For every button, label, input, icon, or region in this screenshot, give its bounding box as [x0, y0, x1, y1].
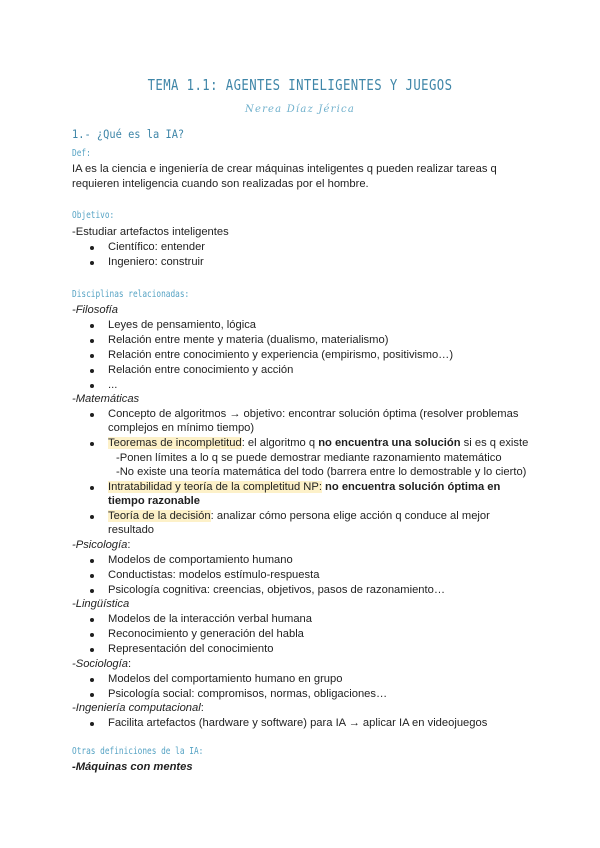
- list-item-continuation: tiempo razonable: [108, 495, 201, 507]
- bullet-icon: [90, 559, 94, 563]
- list-item: Concepto de algoritmos → objetivo: encontrar solución óptima (resolver problemas: [108, 408, 519, 420]
- list-item: Modelos de la interacción verbal humana: [108, 613, 312, 625]
- text-span: : el algoritmo q: [241, 437, 319, 449]
- psicologia-heading: -Psicología:: [72, 539, 131, 551]
- bullet-icon: [90, 722, 94, 726]
- bullet-icon: [90, 339, 94, 343]
- list-item-continuation: complejos en mínimo tiempo): [108, 422, 255, 434]
- bullet-icon: [90, 354, 94, 358]
- section-heading: 1.- ¿Qué es la IA?: [72, 127, 185, 141]
- sociologia-heading: -Sociología:: [72, 658, 132, 670]
- list-item: Modelos de comportamiento humano: [108, 554, 293, 566]
- def-label: Def:: [72, 148, 91, 159]
- list-item: Leyes de pensamiento, lógica: [108, 319, 257, 331]
- bullet-icon: [90, 633, 94, 637]
- highlighted-term: Intratabilidad y teoría de la completitud NP:: [108, 481, 322, 493]
- def-text-line-2: requieren inteligencia cuando son realizadas por el hombre.: [72, 178, 369, 190]
- list-item: Reconocimiento y generación del habla: [108, 628, 304, 640]
- document-author: Nerea Díaz Jérica: [245, 104, 355, 115]
- linguistica-heading: -Lingüística: [72, 598, 130, 610]
- list-item: Representación del conocimiento: [108, 643, 274, 655]
- list-item: Modelos del comportamiento humano en grupo: [108, 673, 343, 685]
- bullet-icon: [90, 261, 94, 265]
- list-item: [108, 509, 490, 524]
- bullet-icon: [90, 324, 94, 328]
- bullet-icon: [90, 589, 94, 593]
- sub-item: -Ponen límites a lo q se puede demostrar mediante razonamiento matemático: [116, 452, 502, 464]
- document-title: TEMA 1.1: AGENTES INTELIGENTES Y JUEGOS: [147, 76, 453, 94]
- list-item: ...: [108, 379, 118, 391]
- bullet-icon: [90, 413, 94, 417]
- bullet-icon: [90, 442, 94, 446]
- list-item: Conductistas: modelos estímulo-respuesta: [108, 569, 320, 581]
- list-item: Relación entre conocimiento y acción: [108, 364, 294, 376]
- otras-label: Otras definiciones de la IA:: [72, 746, 204, 757]
- sub-item: -No existe una teoría matemática del todo (barrera entre lo demostrable y lo cierto): [116, 466, 527, 478]
- filosofia-heading: -Filosofía: [72, 304, 119, 316]
- bold-text: no encuentra solución óptima en: [321, 481, 501, 493]
- list-item: Facilita artefactos (hardware y software) para IA → aplicar IA en videojuegos: [108, 717, 488, 729]
- bullet-icon: [90, 369, 94, 373]
- bullet-icon: [90, 486, 94, 490]
- objetivo-label: Objetivo:: [72, 210, 115, 221]
- text-span: si es q existe: [460, 437, 529, 449]
- text-span: : analizar cómo persona elige acción q conduce al mejor: [210, 510, 490, 522]
- otras-first-item: -Máquinas con mentes: [72, 761, 193, 773]
- objetivo-line: -Estudiar artefactos inteligentes: [72, 226, 229, 238]
- list-item: Relación entre conocimiento y experiencia (empirismo, positivismo…): [108, 349, 454, 361]
- list-item: Psicología cognitiva: creencias, objetivos, pasos de razonamiento…: [108, 584, 446, 596]
- highlighted-term: Teoría de la decisión: [108, 510, 211, 522]
- ingenieria-heading: -Ingeniería computacional:: [72, 702, 204, 714]
- bullet-icon: [90, 618, 94, 622]
- list-item: [108, 480, 500, 495]
- bullet-icon: [90, 574, 94, 578]
- list-item: Científico: entender: [108, 241, 206, 253]
- matematicas-heading: -Matemáticas: [72, 393, 140, 405]
- bullet-icon: [90, 678, 94, 682]
- bullet-icon: [90, 515, 94, 519]
- list-item: Psicología social: compromisos, normas, obligaciones…: [108, 688, 388, 700]
- bold-text: no encuentra una solución: [318, 437, 461, 449]
- list-item-continuation: resultado: [108, 524, 155, 536]
- bullet-icon: [90, 246, 94, 250]
- def-text-line-1: IA es la ciencia e ingeniería de crear máquinas inteligentes q pueden realizar tareas q: [72, 163, 497, 175]
- list-item: Ingeniero: construir: [108, 256, 204, 268]
- highlighted-term: Teoremas de incompletitud: [108, 437, 242, 449]
- bullet-icon: [90, 648, 94, 652]
- list-item: [108, 436, 528, 451]
- bullet-icon: [90, 384, 94, 388]
- disciplinas-label: Disciplinas relacionadas:: [72, 289, 190, 300]
- bullet-icon: [90, 693, 94, 697]
- list-item: Relación entre mente y materia (dualismo, materialismo): [108, 334, 389, 346]
